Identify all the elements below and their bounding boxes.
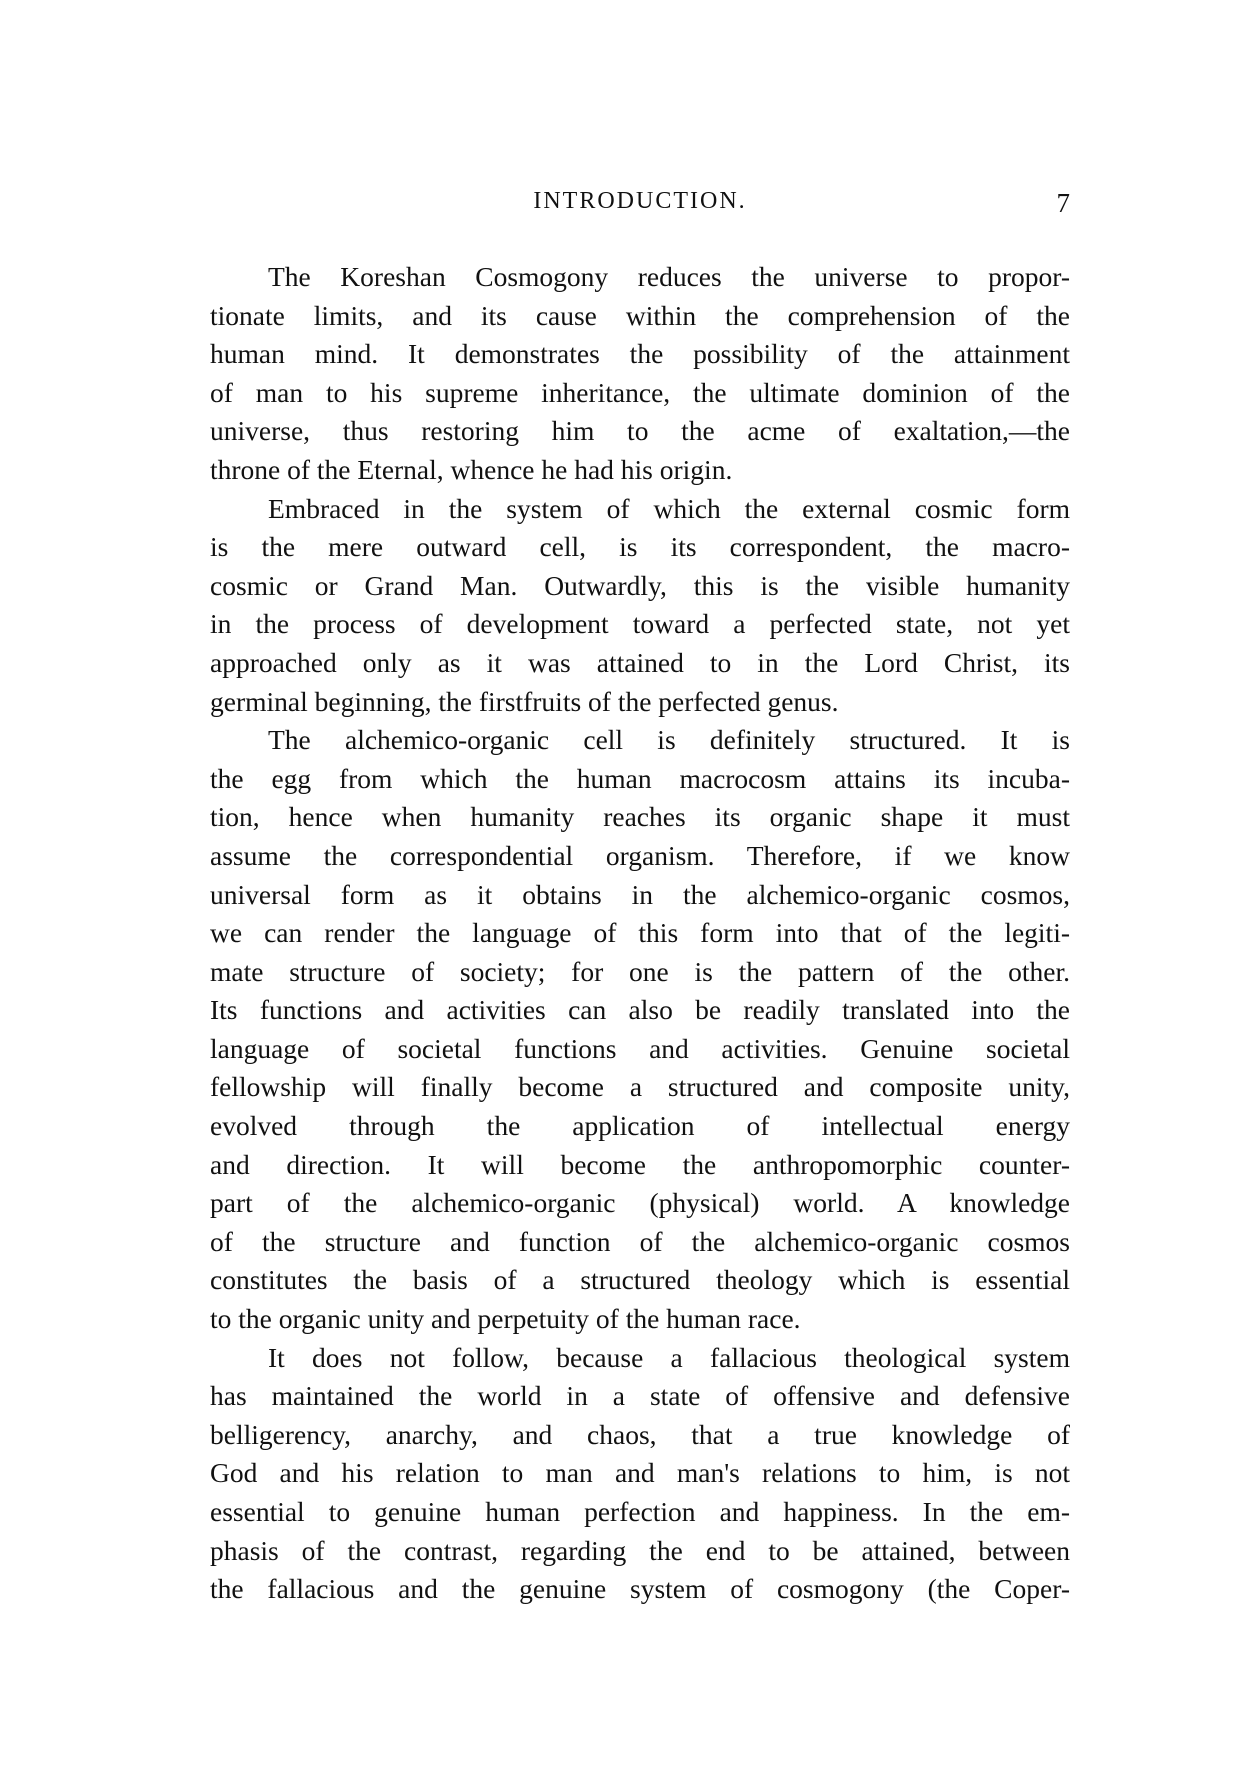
text-line: part of the alchemico-organic (physical) world. A knowledge [210,1187,1070,1219]
text-line: The alchemico-organic cell is definitely structured. It is [268,724,1070,756]
paragraph-2 [210,490,1070,722]
text-line: germinal beginning, the firstfruits of the perfected genus. [210,685,839,717]
paragraph-3 [210,721,1070,1339]
text-line: essential to genuine human perfection and happiness. In the em- [210,1496,1070,1527]
text-line: and direction. It will become the anthropomorphic counter- [210,1148,1070,1180]
text-line: of the structure and function of the alchemico-organic cosmos [210,1225,1070,1257]
text-line: the fallacious and the genuine system of cosmogony (the Coper- [210,1573,1070,1605]
running-title: INTRODUCTION. [533,188,747,214]
paragraph-4 [210,1339,1070,1609]
text-line: cosmic or Grand Man. Outwardly, this is the visible humanity [210,569,1070,601]
text-line: human mind. It demonstrates the possibility of the attainment [210,338,1070,370]
text-line: we can render the language of this form into that of the legiti- [210,917,1070,949]
paragraph-1 [210,258,1070,490]
text-line: in the process of development toward a perfected state, not yet [210,608,1070,640]
body-text [210,258,1070,1609]
text-line: belligerency, anarchy, and chaos, that a true knowledge of [210,1418,1070,1450]
text-line: language of societal functions and activities. Genuine societal [210,1032,1070,1064]
text-line: Its functions and activities can also be readily translated into the [210,994,1070,1026]
text-line: universe, thus restoring him to the acme of exaltation,—the [210,415,1070,447]
text-line: throne of the Eternal, whence he had his origin. [210,453,733,485]
text-line: tionate limits, and its cause within the comprehension of the [210,299,1070,331]
page-number: 7 [1056,188,1070,218]
text-line: constitutes the basis of a structured theology which is essential [210,1264,1070,1296]
text-line: mate structure of society; for one is the pattern of the other. [210,955,1070,987]
text-line: approached only as it was attained to in the Lord Christ, its [210,646,1070,678]
text-line: phasis of the contrast, regarding the end to be attained, between [210,1534,1070,1566]
running-head [210,188,1070,222]
text-line: the egg from which the human macrocosm attains its incuba- [210,762,1070,794]
text-line: assume the correspondential organism. Therefore, if we know [210,839,1070,871]
text-line: universal form as it obtains in the alchemico-organic cosmos, [210,878,1070,910]
text-line: of man to his supreme inheritance, the ultimate dominion of the [210,376,1070,408]
text-line: evolved through the application of intellectual energy [210,1110,1070,1142]
text-line: The Koreshan Cosmogony reduces the universe to propor- [268,261,1070,292]
text-line: It does not follow, because a fallacious theological system [268,1341,1070,1373]
text-line: God and his relation to man and man's relations to him, is not [210,1457,1070,1489]
text-line: to the organic unity and perpetuity of the human race. [210,1303,801,1335]
text-line: tion, hence when humanity reaches its organic shape it must [210,801,1070,833]
text-line: is the mere outward cell, is its correspondent, the macro- [210,531,1070,563]
text-line: Embraced in the system of which the external cosmic form [268,492,1070,524]
text-line: has maintained the world in a state of offensive and defensive [210,1380,1070,1412]
text-line: fellowship will finally become a structured and composite unity, [210,1071,1070,1103]
